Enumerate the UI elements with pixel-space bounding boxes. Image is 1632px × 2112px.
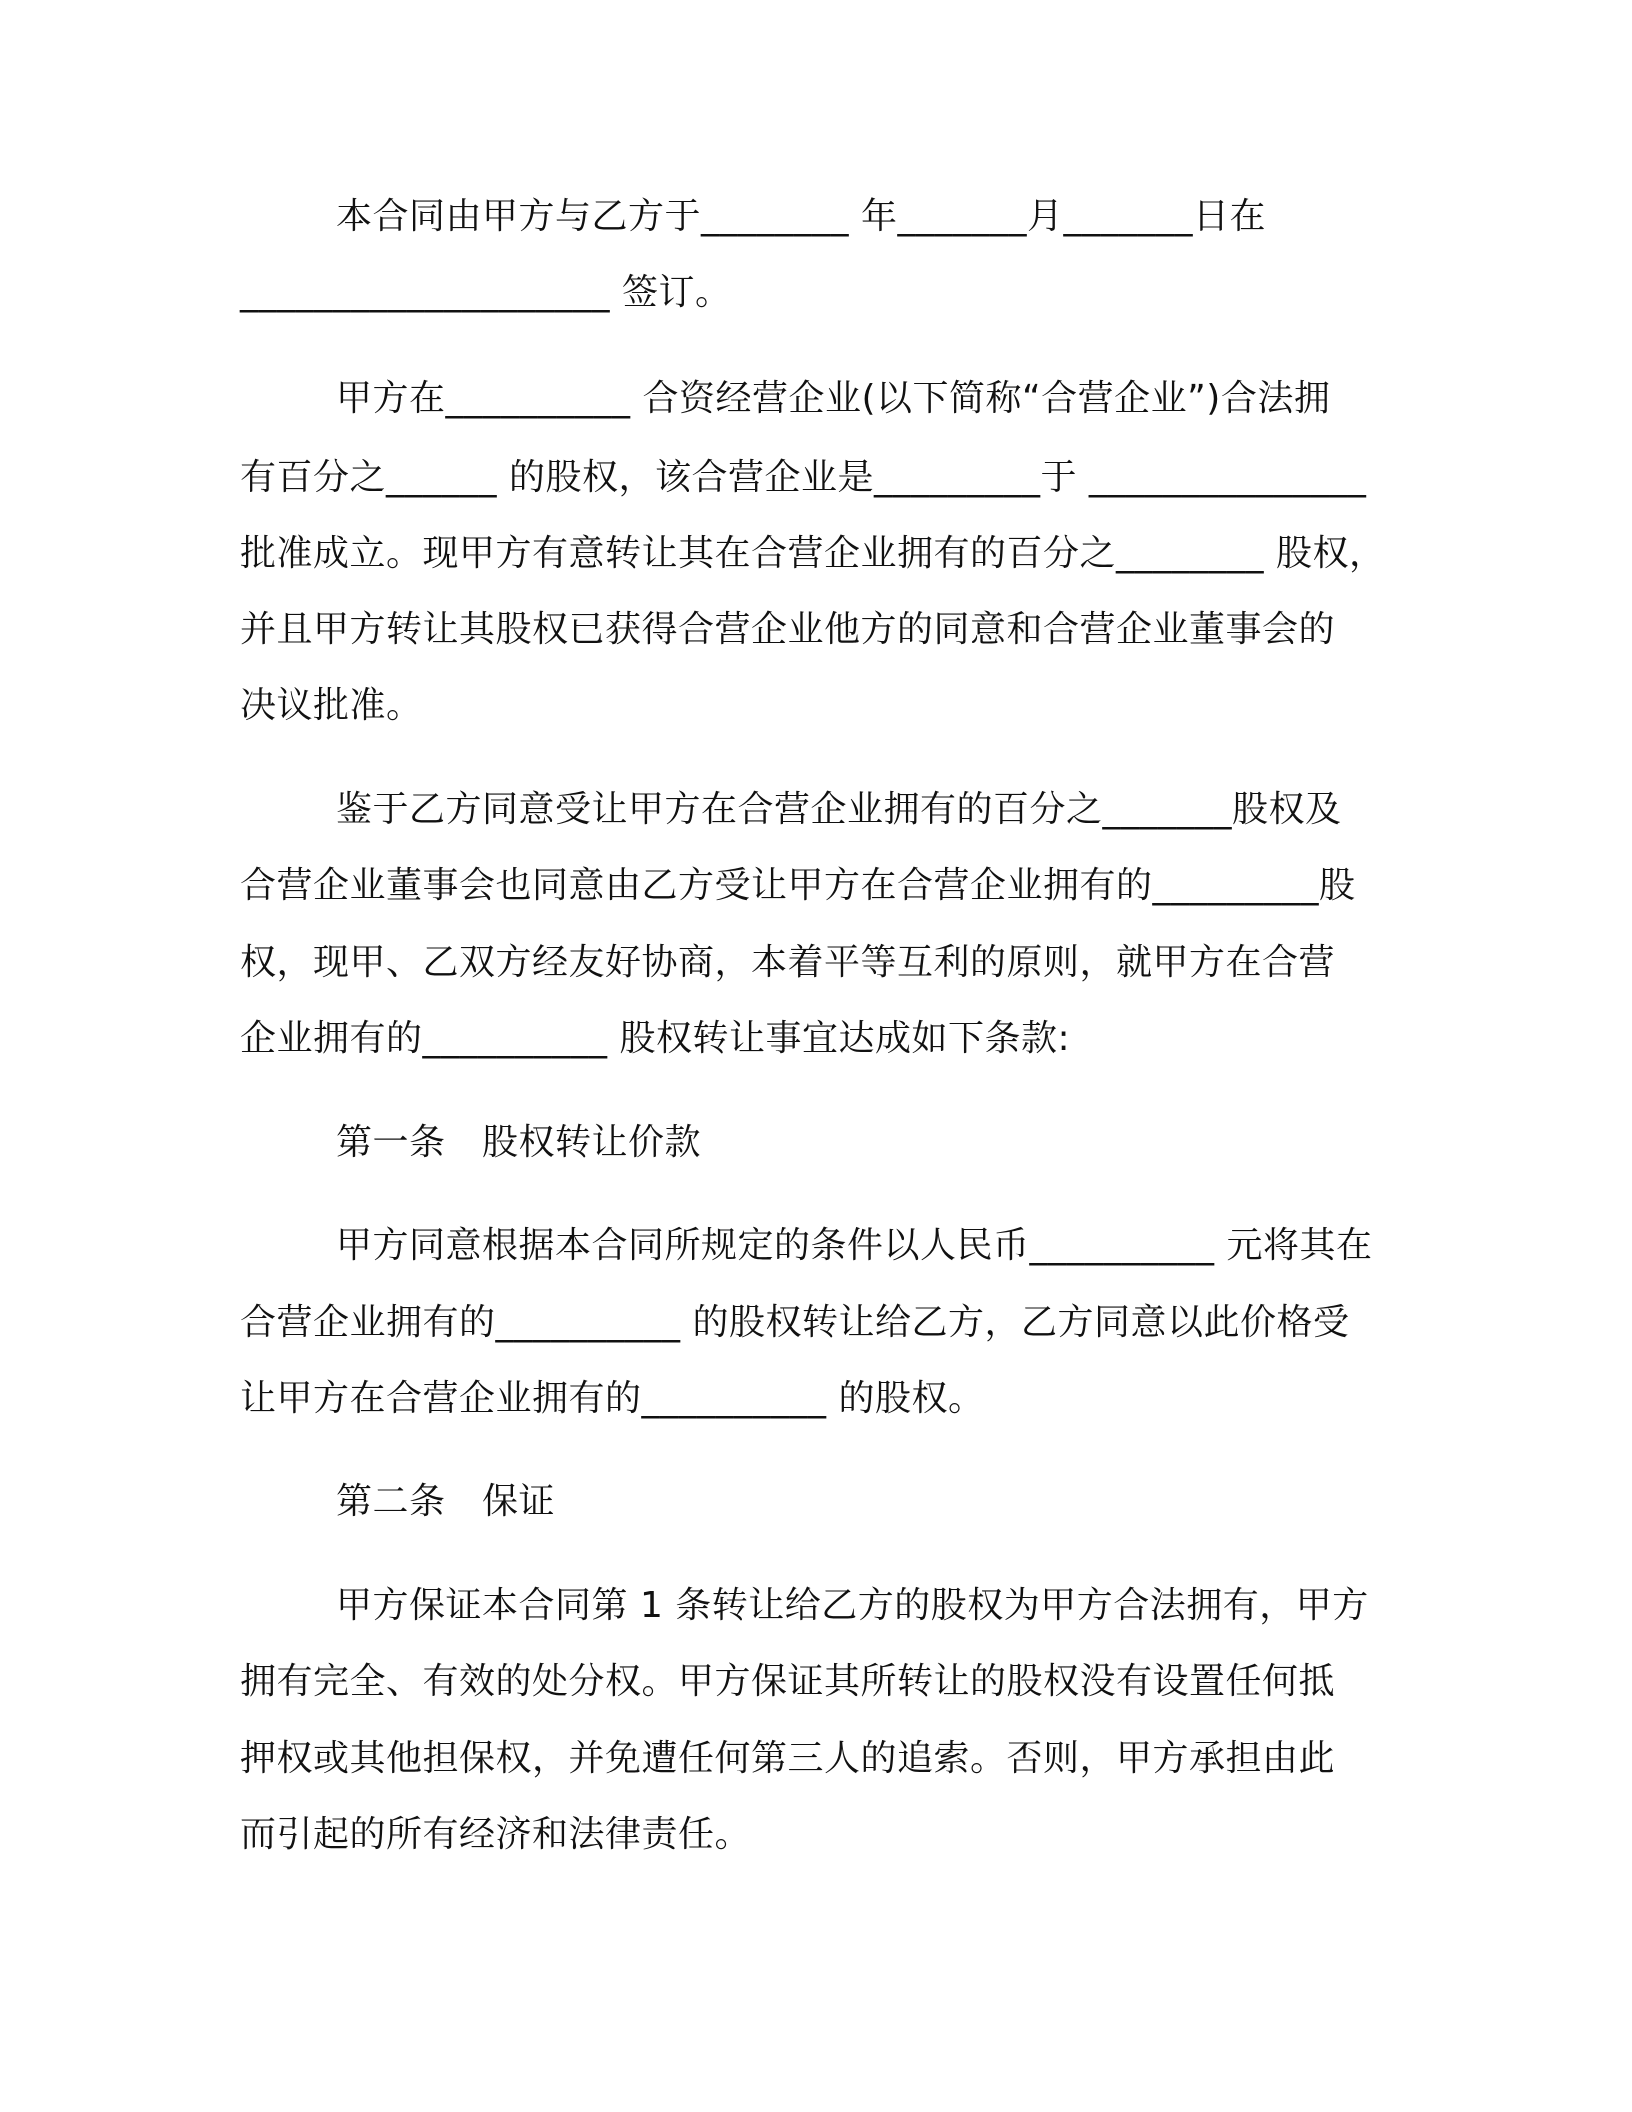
- article-1-line-3: 让甲方在合营企业拥有的__________ 的股权。: [240, 1378, 985, 1419]
- article-2-line-2: 拥有完全、有效的处分权。甲方保证其所转让的股权没有设置任何抵: [240, 1661, 1336, 1702]
- article-2-title: 第二条 保证: [336, 1481, 556, 1522]
- article-1-title: 第一条 股权转让价款: [336, 1122, 702, 1163]
- article-1-line-2: 合营企业拥有的__________ 的股权转让给乙方，乙方同意以此价格受: [240, 1302, 1350, 1343]
- article-2-line-3: 押权或其他担保权，并免遭任何第三人的追索。否则，甲方承担由此: [240, 1738, 1336, 1779]
- recital-2-line-2: 合营企业董事会也同意由乙方受让甲方在合营企业拥有的_________股: [240, 865, 1356, 906]
- intro-line-1: 本合同由甲方与乙方于________ 年_______月_______日在: [336, 196, 1266, 237]
- recital-1-line-4: 并且甲方转让其股权已获得合营企业他方的同意和合营企业董事会的: [240, 609, 1336, 650]
- article-1-line-1: 甲方同意根据本合同所规定的条件以人民币__________ 元将其在: [336, 1225, 1373, 1266]
- recital-1-line-3: 批准成立。现甲方有意转让其在合营企业拥有的百分之________ 股权，: [240, 533, 1386, 574]
- recital-1-line-2: 有百分之______ 的股权，该合营企业是_________于 _______________: [240, 457, 1367, 498]
- recital-2-line-3: 权，现甲、乙双方经友好协商，本着平等互利的原则，就甲方在合营: [240, 942, 1336, 983]
- recital-1-line-1: 甲方在__________ 合资经营企业(以下简称“合营企业”)合法拥: [336, 378, 1331, 419]
- article-2-line-1: 甲方保证本合同第 1 条转让给乙方的股权为甲方合法拥有，甲方: [336, 1585, 1369, 1626]
- recital-2-line-1: 鉴于乙方同意受让甲方在合营企业拥有的百分之_______股权及: [336, 789, 1342, 830]
- recital-1-line-5: 决议批准。: [240, 685, 423, 726]
- intro-line-2: ____________________ 签订。: [240, 272, 732, 313]
- recital-2-line-4: 企业拥有的__________ 股权转让事宜达成如下条款:: [240, 1018, 1071, 1059]
- article-2-line-4: 而引起的所有经济和法律责任。: [240, 1814, 752, 1855]
